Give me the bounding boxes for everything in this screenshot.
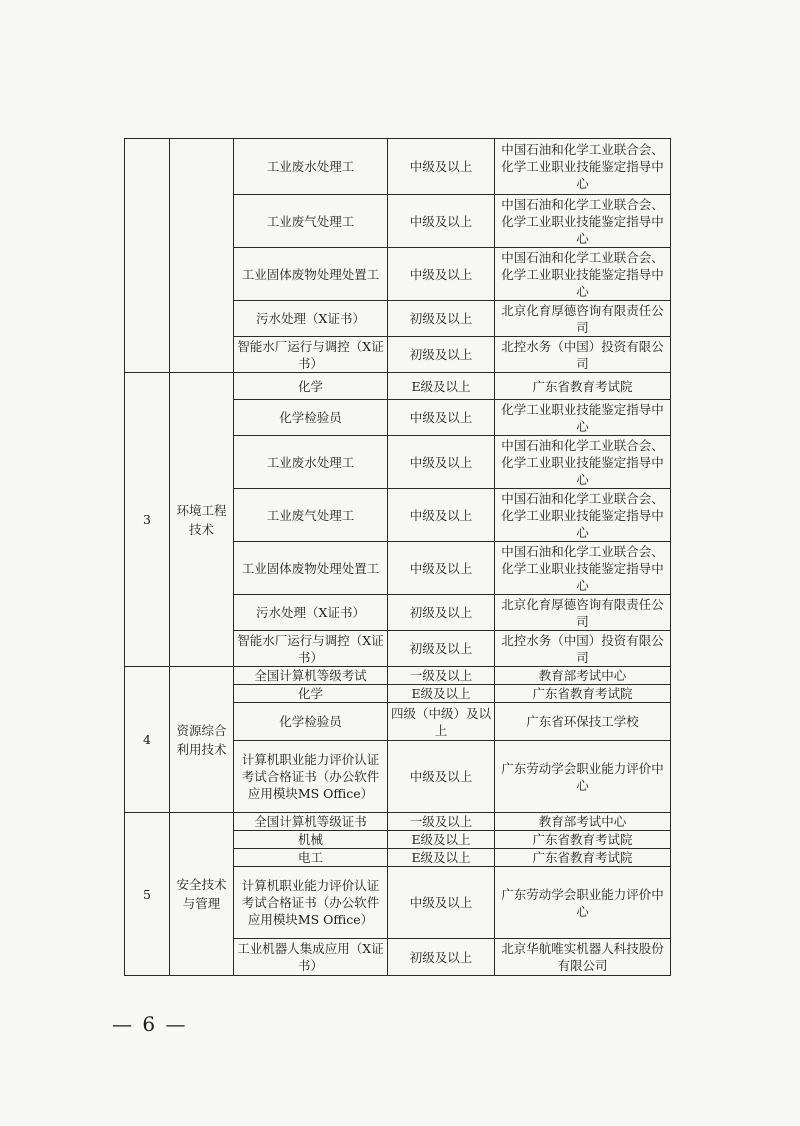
certificate-level-cell: 中级及以上 bbox=[388, 489, 495, 542]
certificate-name-cell: 污水处理（X证书） bbox=[234, 301, 388, 337]
certificate-name-cell: 智能水厂运行与调控（X证书） bbox=[234, 631, 388, 667]
certificate-name-cell: 化学检验员 bbox=[234, 703, 388, 741]
certificate-level-cell: 初级及以上 bbox=[388, 337, 495, 373]
row-number-cell: 4 bbox=[125, 667, 170, 813]
certificate-level-cell: 中级及以上 bbox=[388, 867, 495, 939]
issuing-org-cell: 北京化育厚德咨询有限责任公司 bbox=[495, 301, 671, 337]
issuing-org-cell: 教育部考试中心 bbox=[495, 813, 671, 831]
major-name-cell: 安全技术与管理 bbox=[170, 813, 234, 976]
issuing-org-cell: 北京化育厚德咨询有限责任公司 bbox=[495, 595, 671, 631]
certificate-name-cell: 工业固体废物处理处置工 bbox=[234, 248, 388, 301]
certificate-name-cell: 污水处理（X证书） bbox=[234, 595, 388, 631]
row-number-cell: 3 bbox=[125, 373, 170, 667]
issuing-org-cell: 教育部考试中心 bbox=[495, 667, 671, 685]
certificate-name-cell: 计算机职业能力评价认证考试合格证书（办公软件应用模块MS Office） bbox=[234, 741, 388, 813]
certificate-table-body bbox=[125, 139, 671, 976]
certificate-level-cell: 初级及以上 bbox=[388, 301, 495, 337]
certificate-level-cell: 中级及以上 bbox=[388, 139, 495, 195]
issuing-org-cell: 广东省环保技工学校 bbox=[495, 703, 671, 741]
certificate-name-cell: 化学 bbox=[234, 685, 388, 703]
table-row bbox=[125, 373, 671, 400]
certificate-name-cell: 计算机职业能力评价认证考试合格证书（办公软件应用模块MS Office） bbox=[234, 867, 388, 939]
table-row bbox=[125, 139, 671, 195]
certificate-table bbox=[124, 138, 671, 976]
major-name-cell: 环境工程技术 bbox=[170, 373, 234, 667]
certificate-level-cell: 四级（中级）及以上 bbox=[388, 703, 495, 741]
certificate-level-cell: 中级及以上 bbox=[388, 400, 495, 436]
certificate-name-cell: 智能水厂运行与调控（X证书） bbox=[234, 337, 388, 373]
certificate-name-cell: 工业废水处理工 bbox=[234, 436, 388, 489]
issuing-org-cell: 中国石油和化学工业联合会、化学工业职业技能鉴定指导中心 bbox=[495, 436, 671, 489]
certificate-level-cell: 初级及以上 bbox=[388, 595, 495, 631]
certificate-level-cell: 一级及以上 bbox=[388, 813, 495, 831]
certificate-name-cell: 化学检验员 bbox=[234, 400, 388, 436]
issuing-org-cell: 中国石油和化学工业联合会、化学工业职业技能鉴定指导中心 bbox=[495, 542, 671, 595]
table-row bbox=[125, 667, 671, 685]
major-name-cell: 资源综合利用技术 bbox=[170, 667, 234, 813]
issuing-org-cell: 化学工业职业技能鉴定指导中心 bbox=[495, 400, 671, 436]
issuing-org-cell: 北控水务（中国）投资有限公司 bbox=[495, 337, 671, 373]
certificate-name-cell: 工业机器人集成应用（X证书） bbox=[234, 939, 388, 976]
table-row bbox=[125, 813, 671, 831]
issuing-org-cell: 广东省教育考试院 bbox=[495, 685, 671, 703]
certificate-level-cell: 初级及以上 bbox=[388, 631, 495, 667]
major-name-cell bbox=[170, 139, 234, 373]
issuing-org-cell: 广东省教育考试院 bbox=[495, 831, 671, 849]
certificate-name-cell: 工业废气处理工 bbox=[234, 489, 388, 542]
issuing-org-cell: 中国石油和化学工业联合会、化学工业职业技能鉴定指导中心 bbox=[495, 139, 671, 195]
issuing-org-cell: 中国石油和化学工业联合会、化学工业职业技能鉴定指导中心 bbox=[495, 195, 671, 248]
issuing-org-cell: 中国石油和化学工业联合会、化学工业职业技能鉴定指导中心 bbox=[495, 248, 671, 301]
issuing-org-cell: 中国石油和化学工业联合会、化学工业职业技能鉴定指导中心 bbox=[495, 489, 671, 542]
certificate-name-cell: 全国计算机等级考试 bbox=[234, 667, 388, 685]
certificate-name-cell: 工业固体废物处理处置工 bbox=[234, 542, 388, 595]
certificate-level-cell: E级及以上 bbox=[388, 373, 495, 400]
certificate-level-cell: 中级及以上 bbox=[388, 248, 495, 301]
issuing-org-cell: 广东劳动学会职业能力评价中心 bbox=[495, 867, 671, 939]
certificate-level-cell: 一级及以上 bbox=[388, 667, 495, 685]
certificate-name-cell: 化学 bbox=[234, 373, 388, 400]
certificate-name-cell: 全国计算机等级证书 bbox=[234, 813, 388, 831]
certificate-level-cell: E级及以上 bbox=[388, 849, 495, 867]
issuing-org-cell: 广东劳动学会职业能力评价中心 bbox=[495, 741, 671, 813]
certificate-name-cell: 机械 bbox=[234, 831, 388, 849]
certificate-level-cell: 中级及以上 bbox=[388, 195, 495, 248]
issuing-org-cell: 广东省教育考试院 bbox=[495, 373, 671, 400]
row-number-cell: 5 bbox=[125, 813, 170, 976]
row-number-cell bbox=[125, 139, 170, 373]
certificate-level-cell: E级及以上 bbox=[388, 831, 495, 849]
certificate-level-cell: E级及以上 bbox=[388, 685, 495, 703]
certificate-name-cell: 电工 bbox=[234, 849, 388, 867]
certificate-level-cell: 中级及以上 bbox=[388, 741, 495, 813]
certificate-level-cell: 初级及以上 bbox=[388, 939, 495, 976]
issuing-org-cell: 北京华航唯实机器人科技股份有限公司 bbox=[495, 939, 671, 976]
issuing-org-cell: 广东省教育考试院 bbox=[495, 849, 671, 867]
certificate-level-cell: 中级及以上 bbox=[388, 542, 495, 595]
certificate-level-cell: 中级及以上 bbox=[388, 436, 495, 489]
issuing-org-cell: 北控水务（中国）投资有限公司 bbox=[495, 631, 671, 667]
certificate-name-cell: 工业废气处理工 bbox=[234, 195, 388, 248]
certificate-name-cell: 工业废水处理工 bbox=[234, 139, 388, 195]
page-number: — 6 — bbox=[112, 1012, 188, 1036]
